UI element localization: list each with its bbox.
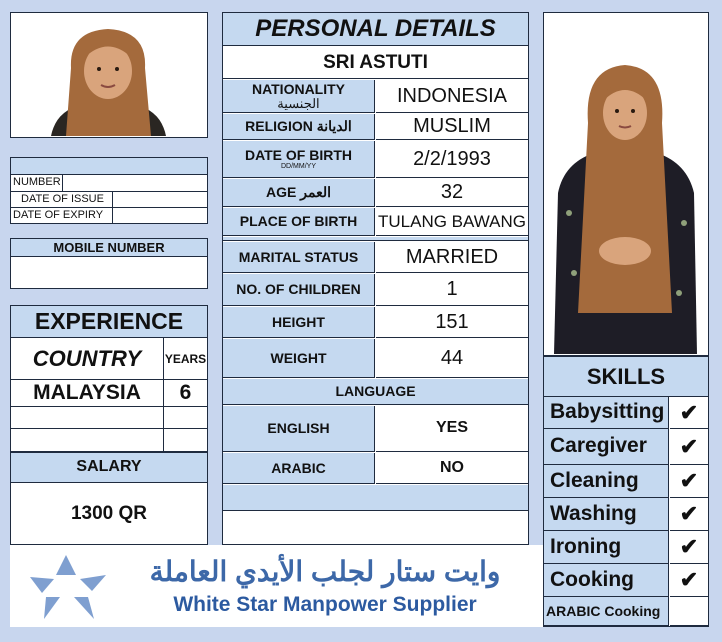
- profile-photo-small: [10, 12, 208, 138]
- skill-label: Washing: [544, 498, 669, 531]
- logo-english-text: White Star Manpower Supplier: [173, 592, 477, 616]
- number-of-children-label: NO. OF CHILDREN: [223, 274, 375, 306]
- skill-label: Ironing: [544, 531, 669, 564]
- nationality-label-arabic: الجنسية: [277, 95, 320, 111]
- height-label: HEIGHT: [223, 307, 375, 338]
- english-value: YES: [376, 406, 528, 452]
- date-of-birth-label: [223, 141, 375, 178]
- passport-number-label: NUMBER: [13, 176, 61, 189]
- arabic-value: NO: [376, 453, 528, 484]
- mobile-number-label: MOBILE NUMBER: [11, 239, 207, 257]
- age-label: AGE العمر: [223, 179, 375, 207]
- personal-details-table: [222, 12, 529, 545]
- personal-details-title: PERSONAL DETAILS: [223, 13, 528, 46]
- date-of-issue-label: DATE OF ISSUE: [21, 192, 104, 205]
- portrait-full-body-image: [544, 13, 707, 354]
- years-column-header: YEARS: [164, 351, 207, 366]
- skill-check-icon: ✔: [670, 564, 708, 597]
- place-of-birth-label: PLACE OF BIRTH: [223, 208, 375, 236]
- place-of-birth-value: TULANG BAWANG: [376, 208, 528, 236]
- empty-row: [223, 485, 528, 511]
- candidate-name: SRI ASTUTI: [223, 47, 528, 79]
- nationality-label-text: NATIONALITY: [251, 80, 346, 97]
- star-logo-icon: [18, 545, 118, 627]
- weight-value: 44: [376, 339, 528, 378]
- skill-check-icon: ✔: [670, 397, 708, 429]
- skill-check-icon: ✔: [670, 531, 708, 564]
- skill-label: Cooking: [544, 564, 669, 597]
- date-of-birth-value: 2/2/1993: [376, 141, 528, 178]
- date-of-expiry-label: DATE OF EXPIRY: [13, 208, 104, 221]
- company-logo-banner: [10, 545, 543, 627]
- skill-label: ARABIC Cooking: [544, 597, 669, 626]
- passport-info-table: [10, 157, 208, 224]
- number-of-children-value: 1: [376, 274, 528, 306]
- nationality-value: INDONESIA: [376, 80, 528, 113]
- height-value: 151: [376, 307, 528, 338]
- nationality-label: [223, 80, 375, 113]
- logo-arabic-text: وايت ستار لجلب الأيدي العاملة: [149, 556, 501, 588]
- religion-label: RELIGION الديانة: [223, 114, 375, 140]
- english-label: ENGLISH: [223, 406, 375, 452]
- skill-label: Cleaning: [544, 465, 669, 498]
- mobile-number-box: [10, 238, 208, 289]
- salary-value: 1300 QR: [70, 503, 148, 525]
- religion-value: MUSLIM: [376, 114, 528, 140]
- date-format-hint: DD/MM/YY: [281, 162, 316, 170]
- portrait-headshot-image: [11, 13, 206, 136]
- skill-check-icon: ✔: [670, 498, 708, 531]
- skill-label: Babysitting: [544, 397, 669, 429]
- salary-label: SALARY: [11, 453, 207, 483]
- marital-status-value: MARRIED: [376, 242, 528, 273]
- weight-label: WEIGHT: [223, 339, 375, 378]
- skill-check-icon: ✔: [670, 429, 708, 465]
- language-heading: LANGUAGE: [223, 379, 528, 405]
- country-column-header: COUNTRY: [32, 346, 142, 372]
- experience-table: [10, 305, 208, 452]
- skills-table: [543, 356, 709, 627]
- skill-label: Caregiver: [544, 429, 669, 465]
- experience-years-value: 6: [179, 380, 192, 404]
- arabic-label: ARABIC: [223, 453, 375, 484]
- skills-heading: SKILLS: [544, 357, 708, 397]
- date-of-birth-label-text: DATE OF BIRTH: [244, 146, 353, 163]
- experience-heading: EXPERIENCE: [11, 306, 207, 338]
- profile-photo-full: [543, 12, 709, 356]
- marital-status-label: MARITAL STATUS: [223, 242, 375, 273]
- age-value: 32: [376, 179, 528, 207]
- skill-check-icon: ✔: [670, 465, 708, 498]
- experience-country-value: MALAYSIA: [33, 380, 141, 404]
- skill-check-icon: [670, 597, 708, 626]
- salary-box: [10, 452, 208, 545]
- section-spacer: [223, 237, 528, 241]
- passport-header-bar: [11, 158, 207, 175]
